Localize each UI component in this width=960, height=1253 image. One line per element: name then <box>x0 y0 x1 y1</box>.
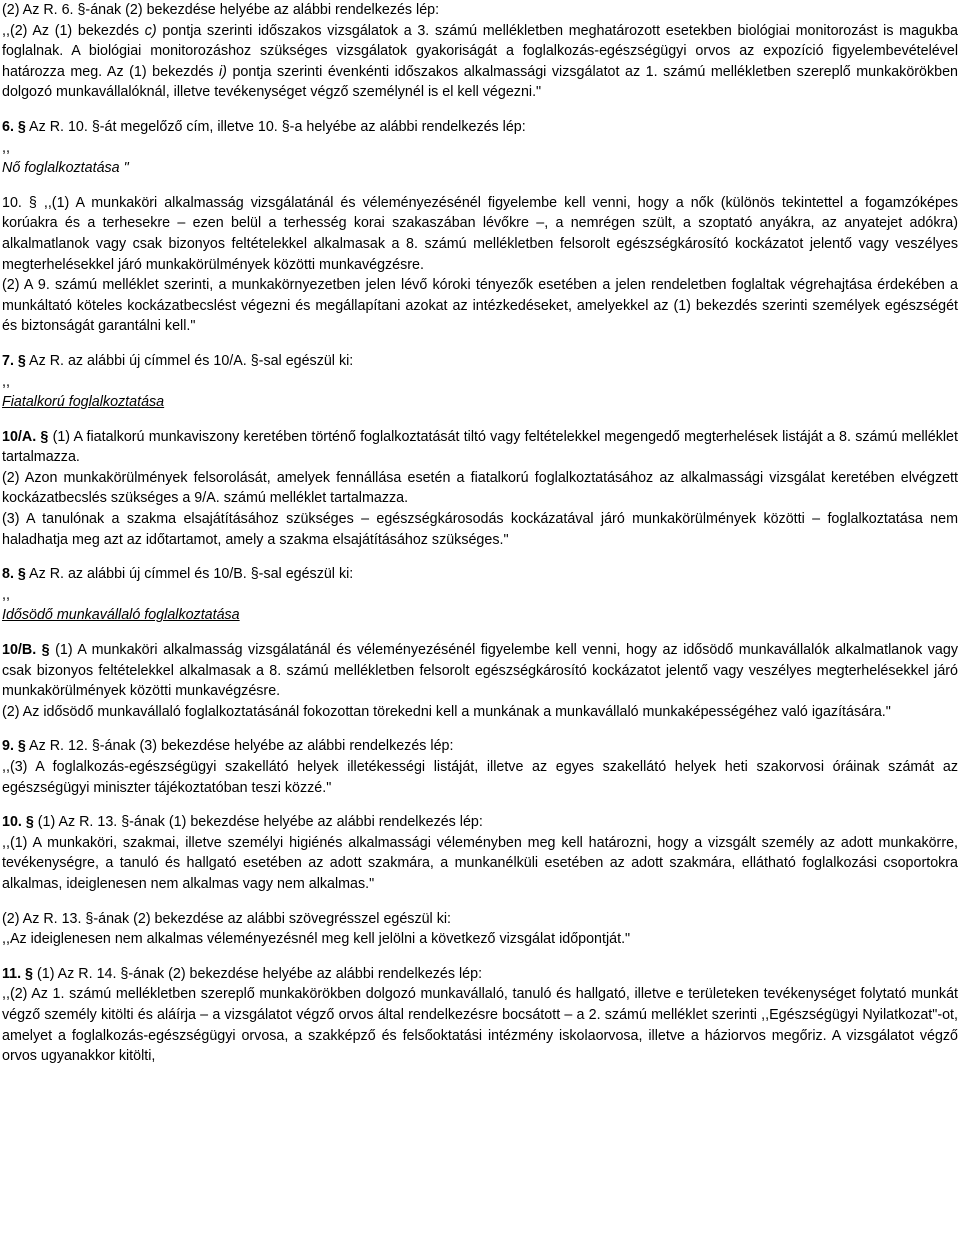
section-number: 8. § <box>2 566 26 583</box>
paragraph: 10. § ,,(1) A munkaköri alkalmasság vizsgálatánál és véleményezésénél figyelembe kell venni, hogy a nők (különös tekintettel a fogamzóképes korúakra és a terhesekre – ezen belül a terhesség korai szakaszában lévőkre –, a nemrégen szült, a szoptató anyákra, az anyatejet adókra) alkalmatlanok vagy csak bizonyos feltételekkel alkalmasak a 8. számú mellékletben felsorolt egészségkárosító kockázatot jelentő vagy veszélyes megterhelésekkel járó munkakörülmények közötti munkavégzésre. <box>2 194 958 273</box>
paragraph: (3) A tanulónak a szakma elsajátításához szükséges – egészségkárosodás kockázatával járó munkakörülmények közötti – foglalkoztatása nem haladhatja meg azt az időtartamot, amely a szakma elsajátításához szükséges." <box>2 511 958 548</box>
paragraph: ,,Az ideiglenesen nem alkalmas véleményezésnél meg kell jelölni a következő vizsgálat időpontját." <box>2 931 631 948</box>
section-7-heading: 7. § Az R. az alábbi új címmel és 10/A. §-sal egészül ki: <box>2 352 354 369</box>
section-9-heading: 9. § Az R. 12. §-ának (3) bekezdése helyébe az alábbi rendelkezés lép: <box>2 738 454 755</box>
paragraph: (2) Az R. 13. §-ának (2) bekezdése az alábbi szövegrésszel egészül ki: <box>2 910 451 927</box>
section-8-heading: 8. § Az R. az alábbi új címmel és 10/B. §-sal egészül ki: <box>2 566 354 583</box>
section-11-heading: 11. § (1) Az R. 14. §-ának (2) bekezdése helyébe az alábbi rendelkezés lép: <box>2 965 483 982</box>
paragraph: (2) A 9. számú melléklet szerinti, a munkakörnyezetben jelen lévő kóroki tényezők esetében a jelen rendeletben foglaltak végrehajtása érdekében a munkáltató köteles kockázatbecslést végezni és megállapítani azokat az intézkedéseket, amelyekkel az (1) bekezdés szerinti személyek egészségét és biztonságát garantálni kell." <box>2 277 958 335</box>
quote-open: ,, <box>2 373 10 390</box>
paragraph: ,,(1) A munkaköri, szakmai, illetve személyi higiénés alkalmassági véleményben meg kell határozni, hogy a vizsgált személy az adott munkakörre, tevékenységre, a tanuló és hallgató esetében az adott szakmára, a munkanélküli esetében az adott szakmára, ellátható foglalkozási csoportokra alkalmas, ideiglenesen nem alkalmas vagy nem alkalmas." <box>2 834 958 892</box>
paragraph: (2) Azon munkakörülmények felsorolását, amelyek fennállása esetén a fiatalkorú foglalkoztatásához az alkalmassági vizsgálat keretében elvégzett kockázatbecslés szükséges a 9/A. számú melléklet tartalmazza. <box>2 469 958 507</box>
paragraph: ,,(2) Az 1. számú mellékletben szereplő munkakörökben dolgozó munkavállaló, tanuló és hallgató, illetve e területeken tevékenységet folytató munkát végző személy kitölti és aláírja – a vizsgálatot végző orvos által rendelkezésre bocsátott – a 2. számú melléklet szerinti ,,Egészségügyi Nyilatkozat"-ot, amelyet a foglalkozás-egészségügyi orvosa, a szakképző és felsőoktatási intézmény iskolaorvosa, illetve a háziorvos megőriz. A vizsgálatot végző orvos ugyanakkor kitölti, <box>2 986 958 1065</box>
section-number: 10. § <box>2 814 34 831</box>
section-number: 11. § <box>2 965 34 982</box>
section-number: 6. § <box>2 118 26 135</box>
paragraph: (2) Az idősödő munkavállaló foglalkoztatásánál fokozottan törekedni kell a munkának a munkavállaló munkaképességéhez való igazítására." <box>2 703 891 720</box>
paragraph: 10/A. § (1) A fiatalkorú munkaviszony keretében történő foglalkoztatását tiltó vagy feltételekkel megengedő megterhelések listáját a 8. számú melléklet tartalmazza. <box>2 428 958 466</box>
section-title: Idősödő munkavállaló foglalkoztatása <box>2 607 240 624</box>
section-number: 7. § <box>2 352 26 369</box>
section-title: Nő foglalkoztatása " <box>2 160 129 177</box>
section-title: Fiatalkorú foglalkoztatása <box>2 394 165 411</box>
paragraph: 10/B. § (1) A munkaköri alkalmasság vizsgálatánál és véleményezésénél figyelembe kell venni, hogy az idősödő munkavállalók alkalmatlanok vagy csak bizonyos feltételekkel alkalmasak a 8. számú mellékletben felsorolt egészségkárosító kockázatot jelentő vagy veszélyes megterhelésekkel járó munkakörülmények közötti munkavégzésre. <box>2 642 958 700</box>
paragraph: ,,(3) A foglalkozás-egészségügyi szakellátó helyek illetékességi listáját, illetve az egyes szakellátó helyek heti szakorvosi óráinak számát az egészségügyi miniszter tájékoztatóban teszi közzé." <box>2 759 958 796</box>
section-number: 9. § <box>2 738 26 755</box>
section-6-heading: 6. § Az R. 10. §-át megelőző cím, illetve 10. §-a helyébe az alábbi rendelkezés lép: <box>2 118 526 135</box>
paragraph-intro: (2) Az R. 6. §-ának (2) bekezdése helyébe az alábbi rendelkezés lép: <box>2 2 440 18</box>
quote-open: ,, <box>2 139 10 156</box>
section-10-heading: 10. § (1) Az R. 13. §-ának (1) bekezdése helyébe az alábbi rendelkezés lép: <box>2 814 483 831</box>
quote-open: ,, <box>2 586 10 603</box>
paragraph-6-2: ,,(2) Az (1) bekezdés c) pontja szerinti időszakos vizsgálatok a 3. számú mellékletben meghatározott esetekben biológiai monitorozást is magukba foglalnak. A biológiai monitorozáshoz szükséges vizsgálatok gyakoriságát a foglalkozás-egészségügyi orvos az expozíció figyelembevételével határozza meg. Az (1) bekezdés i) pontja szerinti évenkénti időszakos alkalmassági vizsgálatot az 1. számú mellékletben szereplő munkakörökben dolgozó munkavállalóknál, illetve tevékenységet végző személynél is el kell végezni." <box>2 22 958 101</box>
